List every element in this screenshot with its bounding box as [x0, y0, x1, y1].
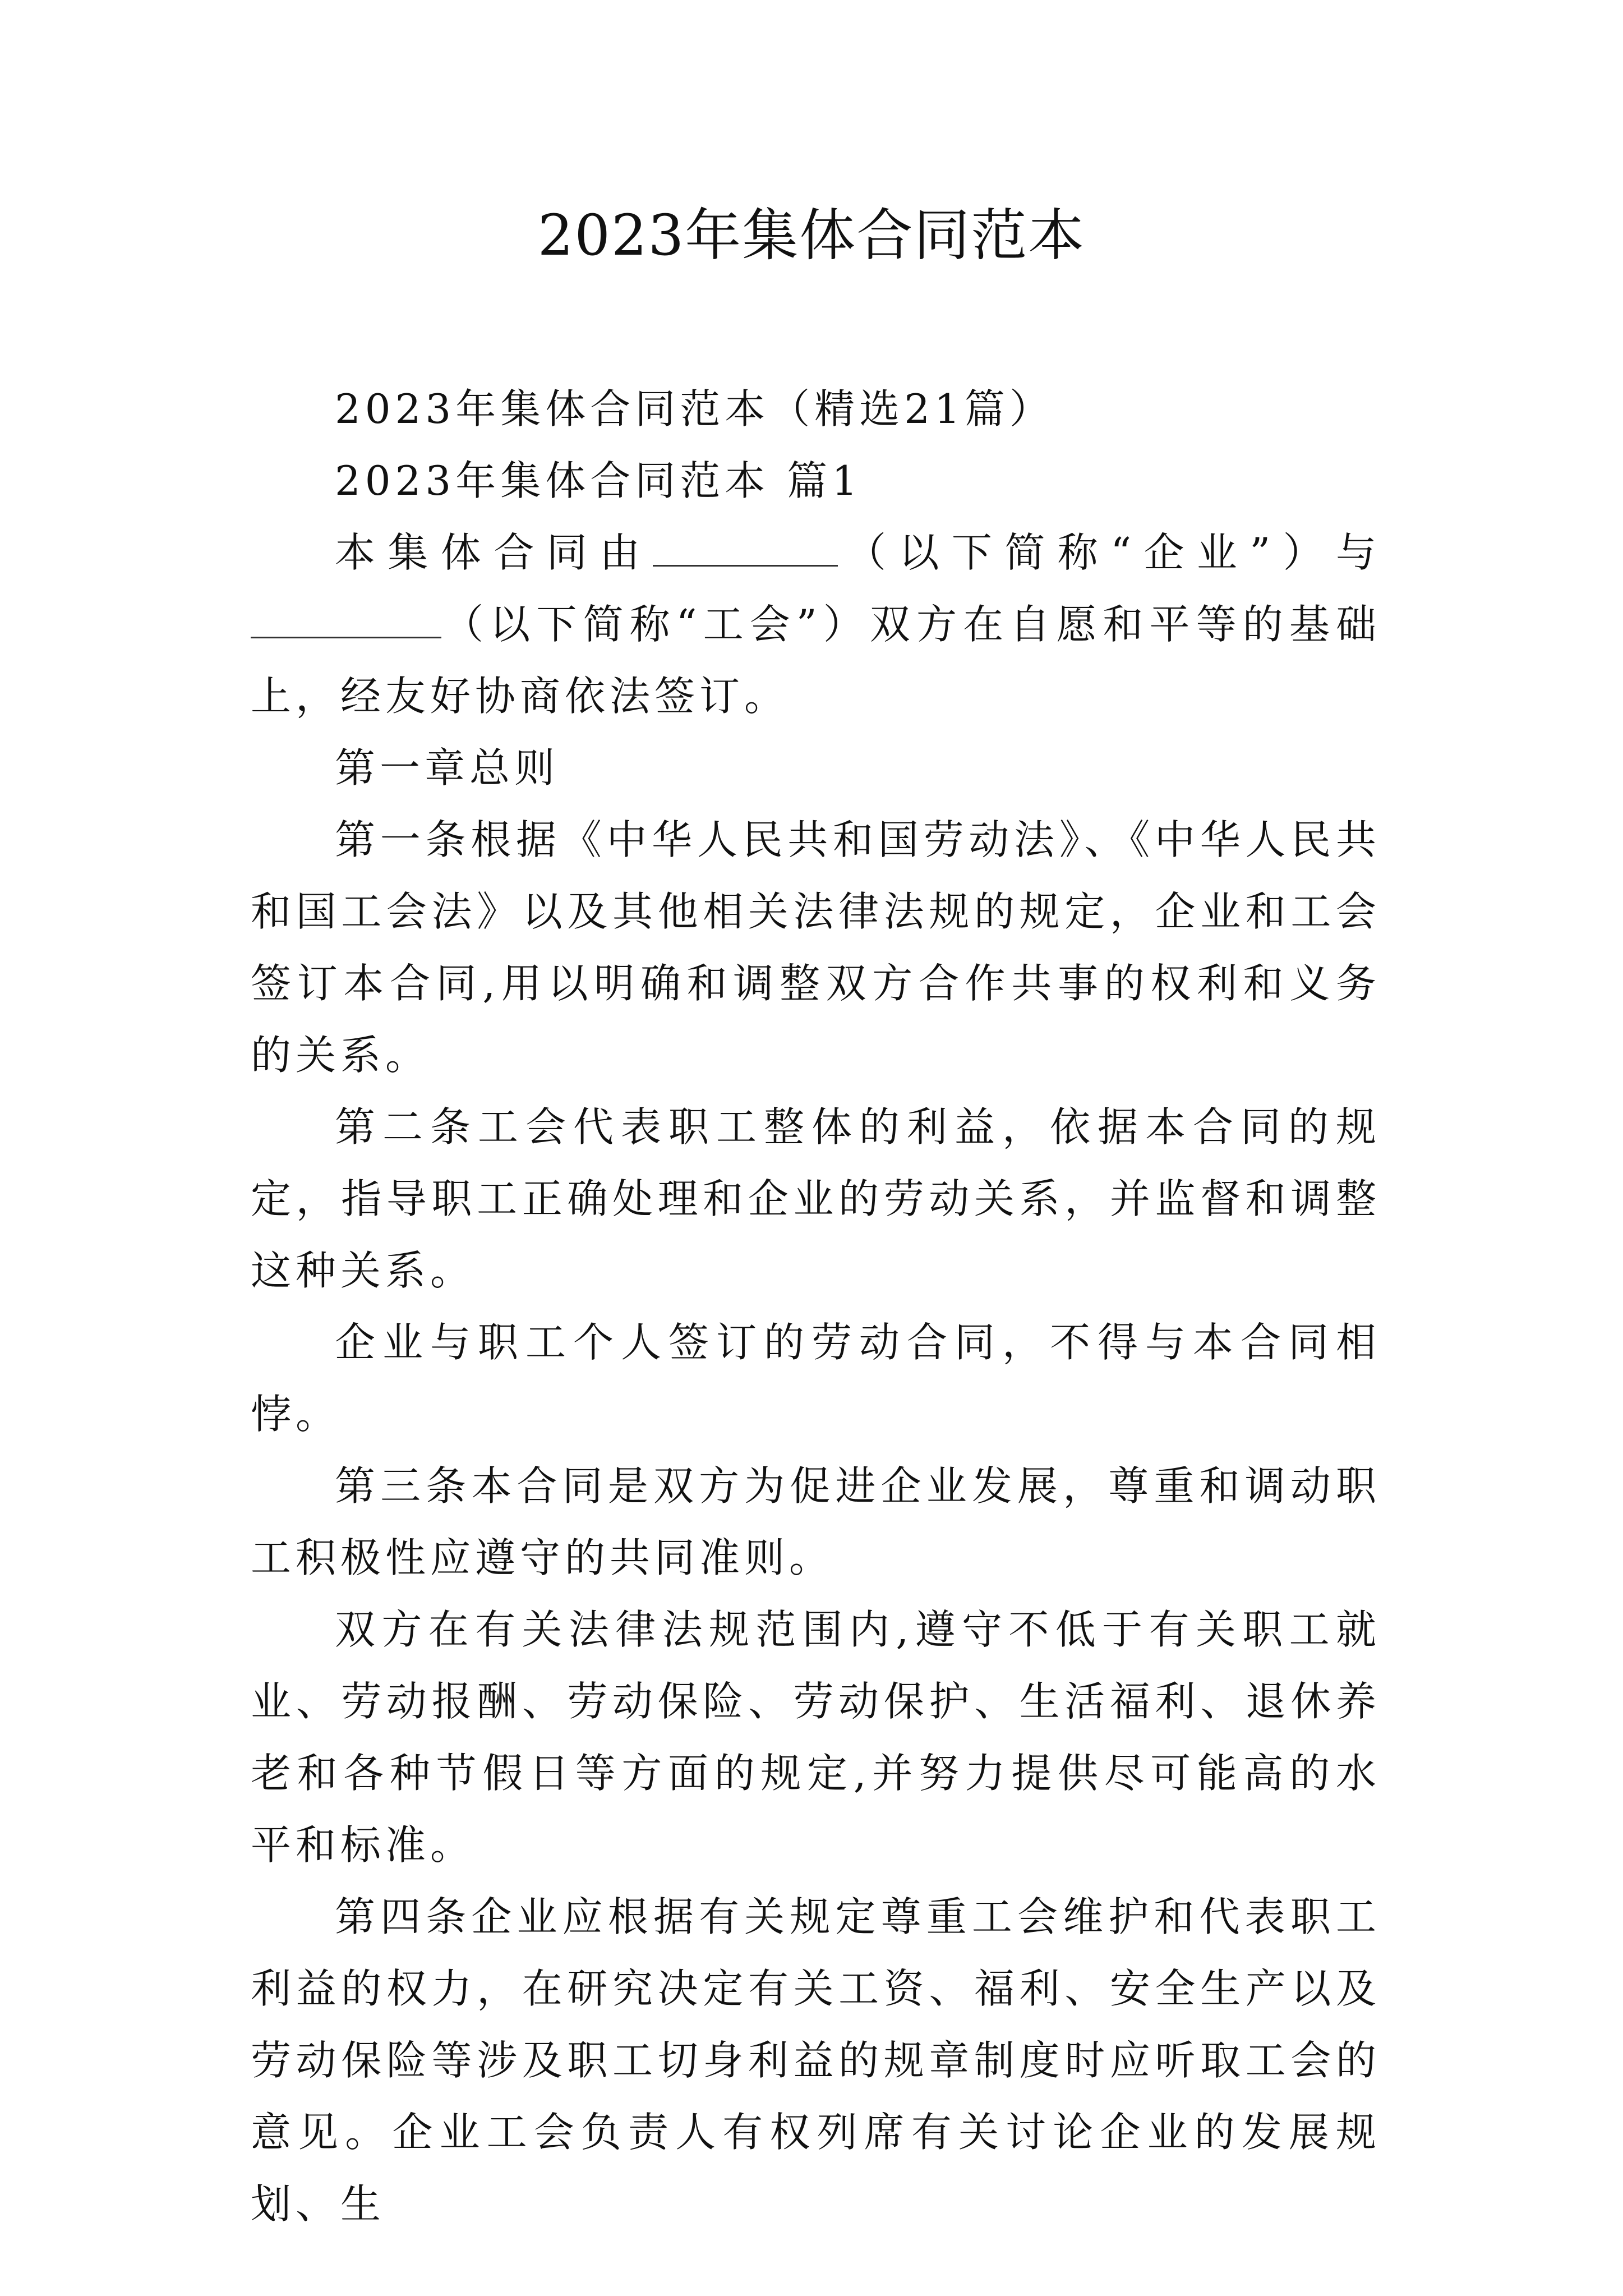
- paragraph-article-3-cont: 双方在有关法律法规范围内,遵守不低于有关职工就业、劳动报酬、劳动保险、劳动保护、生活福利、退休养老和各种节假日等方面的规定,并努力提供尽可能高的水平和标准。: [251, 1606, 1381, 1869]
- paragraph-article-2-cont: 企业与职工个人签订的劳动合同，不得与本合同相悖。: [251, 1319, 1381, 1438]
- enterprise-name-blank: [653, 524, 838, 567]
- preamble-text-end: （以下简称“工会”）双方在自愿和平等的基础上，经友好协商依法签订。: [251, 601, 1381, 720]
- paragraph-article-4: 第四条企业应根据有关规定尊重工会维护和代表职工利益的权力，在研究决定有关工资、福利、安全生产以及劳动保险等涉及职工切身利益的规章制度时应听取工会的意见。企业工会负责人有权列席有关讨论企业的发展规划、生: [251, 1893, 1381, 2228]
- document-title: 2023年集体合同范本: [537, 203, 1086, 268]
- union-name-blank: [251, 596, 441, 638]
- paragraph-section-heading: 2023年集体合同范本 篇1: [335, 457, 862, 504]
- paragraph-chapter-heading: 第一章总则: [335, 744, 560, 792]
- paragraph-article-1: 第一条根据《中华人民共和国劳动法》、《中华人民共和国工会法》以及其他相关法律法规的规定，企业和工会签订本合同,用以明确和调整双方合作共事的权利和义务的关系。: [251, 816, 1381, 1079]
- paragraph-article-3: 第三条本合同是双方为促进企业发展，尊重和调动职工积极性应遵守的共同准则。: [251, 1462, 1381, 1581]
- paragraph-preamble: [251, 517, 1381, 732]
- paragraph-article-2: 第二条工会代表职工整体的利益，依据本合同的规定，指导职工正确处理和企业的劳动关系，并监督和调整这种关系。: [251, 1103, 1381, 1294]
- paragraph-subtitle: 2023年集体合同范本（精选21篇）: [335, 385, 1054, 432]
- preamble-text-start: 本集体合同由: [335, 529, 653, 576]
- document-body: [251, 373, 1381, 2240]
- preamble-text-middle: （以下简称“企业”）与: [837, 529, 1381, 576]
